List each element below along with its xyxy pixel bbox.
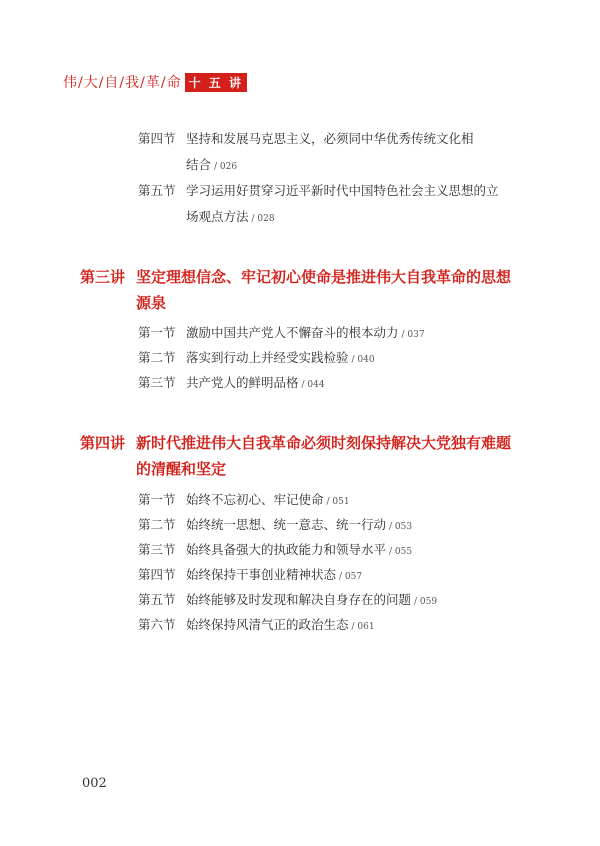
section-title: 学习运用好贯穿习近平新时代中国特色社会主义思想的立 xyxy=(186,183,499,198)
section-number: 第六节 xyxy=(138,617,176,632)
section-page: / 051 xyxy=(326,497,350,507)
lecture-number: 第四讲 xyxy=(80,434,126,452)
page-number: 002 xyxy=(82,776,107,791)
toc-entry[interactable] xyxy=(138,320,528,348)
section-page: / 026 xyxy=(214,162,238,172)
section-number: 第三节 xyxy=(138,375,176,390)
toc-entry[interactable] xyxy=(138,178,528,232)
section-number: 第二节 xyxy=(138,350,176,365)
section-title-continued: 结合 xyxy=(186,157,212,172)
section-title: 激励中国共产党人不懈奋斗的根本动力 xyxy=(186,325,399,340)
toc-entry[interactable] xyxy=(138,126,528,180)
section-title: 始终保持风清气正的政治生态 xyxy=(186,617,349,632)
lecture-number: 第三讲 xyxy=(80,268,126,286)
section-title: 落实到行动上并经受实践检验 xyxy=(186,350,349,365)
section-number: 第一节 xyxy=(138,492,176,507)
section-number: 第一节 xyxy=(138,325,176,340)
section-number: 第五节 xyxy=(138,183,176,198)
lecture-title-continued: 源泉 xyxy=(136,294,167,312)
section-page: / 037 xyxy=(401,330,425,340)
section-title: 共产党人的鲜明品格 xyxy=(186,375,299,390)
section-page: / 044 xyxy=(301,380,325,390)
section-page: / 053 xyxy=(389,522,413,532)
book-title: 伟/大/自/我/革/命 xyxy=(63,75,182,91)
section-page: / 055 xyxy=(389,547,413,557)
toc-entry[interactable] xyxy=(138,345,528,373)
lecture-title: 新时代推进伟大自我革命必须时刻保持解决大党独有难题 xyxy=(136,434,512,452)
lecture-title: 坚定理想信念、牢记初心使命是推进伟大自我革命的思想 xyxy=(136,268,512,286)
book-title-badge: 十 五 讲 xyxy=(185,73,247,92)
section-title: 始终能够及时发现和解决自身存在的问题 xyxy=(186,592,412,607)
section-title: 始终统一思想、统一意志、统一行动 xyxy=(186,517,387,532)
section-title: 坚持和发展马克思主义，必须同中华优秀传统文化相 xyxy=(186,131,474,146)
running-head xyxy=(63,72,247,92)
lecture-heading-3[interactable] xyxy=(80,264,530,316)
section-number: 第四节 xyxy=(138,567,176,582)
section-number: 第三节 xyxy=(138,542,176,557)
section-number: 第四节 xyxy=(138,131,176,146)
toc-entry[interactable] xyxy=(138,562,528,590)
section-title: 始终保持干事创业精神状态 xyxy=(186,567,337,582)
section-number: 第五节 xyxy=(138,592,176,607)
toc-entry[interactable] xyxy=(138,612,528,640)
toc-entry[interactable] xyxy=(138,512,528,540)
toc-entry[interactable] xyxy=(138,370,528,398)
toc-entry[interactable] xyxy=(138,587,528,615)
section-title: 始终具备强大的执政能力和领导水平 xyxy=(186,542,387,557)
toc-entry[interactable] xyxy=(138,537,528,565)
lecture-heading-4[interactable] xyxy=(80,430,530,482)
section-page: / 028 xyxy=(251,214,275,224)
section-title: 始终不忘初心、牢记使命 xyxy=(186,492,324,507)
toc-entry[interactable] xyxy=(138,487,528,515)
lecture-title-continued: 的清醒和坚定 xyxy=(136,460,227,478)
section-number: 第二节 xyxy=(138,517,176,532)
section-page: / 059 xyxy=(414,597,438,607)
section-page: / 061 xyxy=(351,622,375,632)
section-title-continued: 场观点方法 xyxy=(186,209,249,224)
section-page: / 057 xyxy=(339,572,363,582)
section-page: / 040 xyxy=(351,355,375,365)
